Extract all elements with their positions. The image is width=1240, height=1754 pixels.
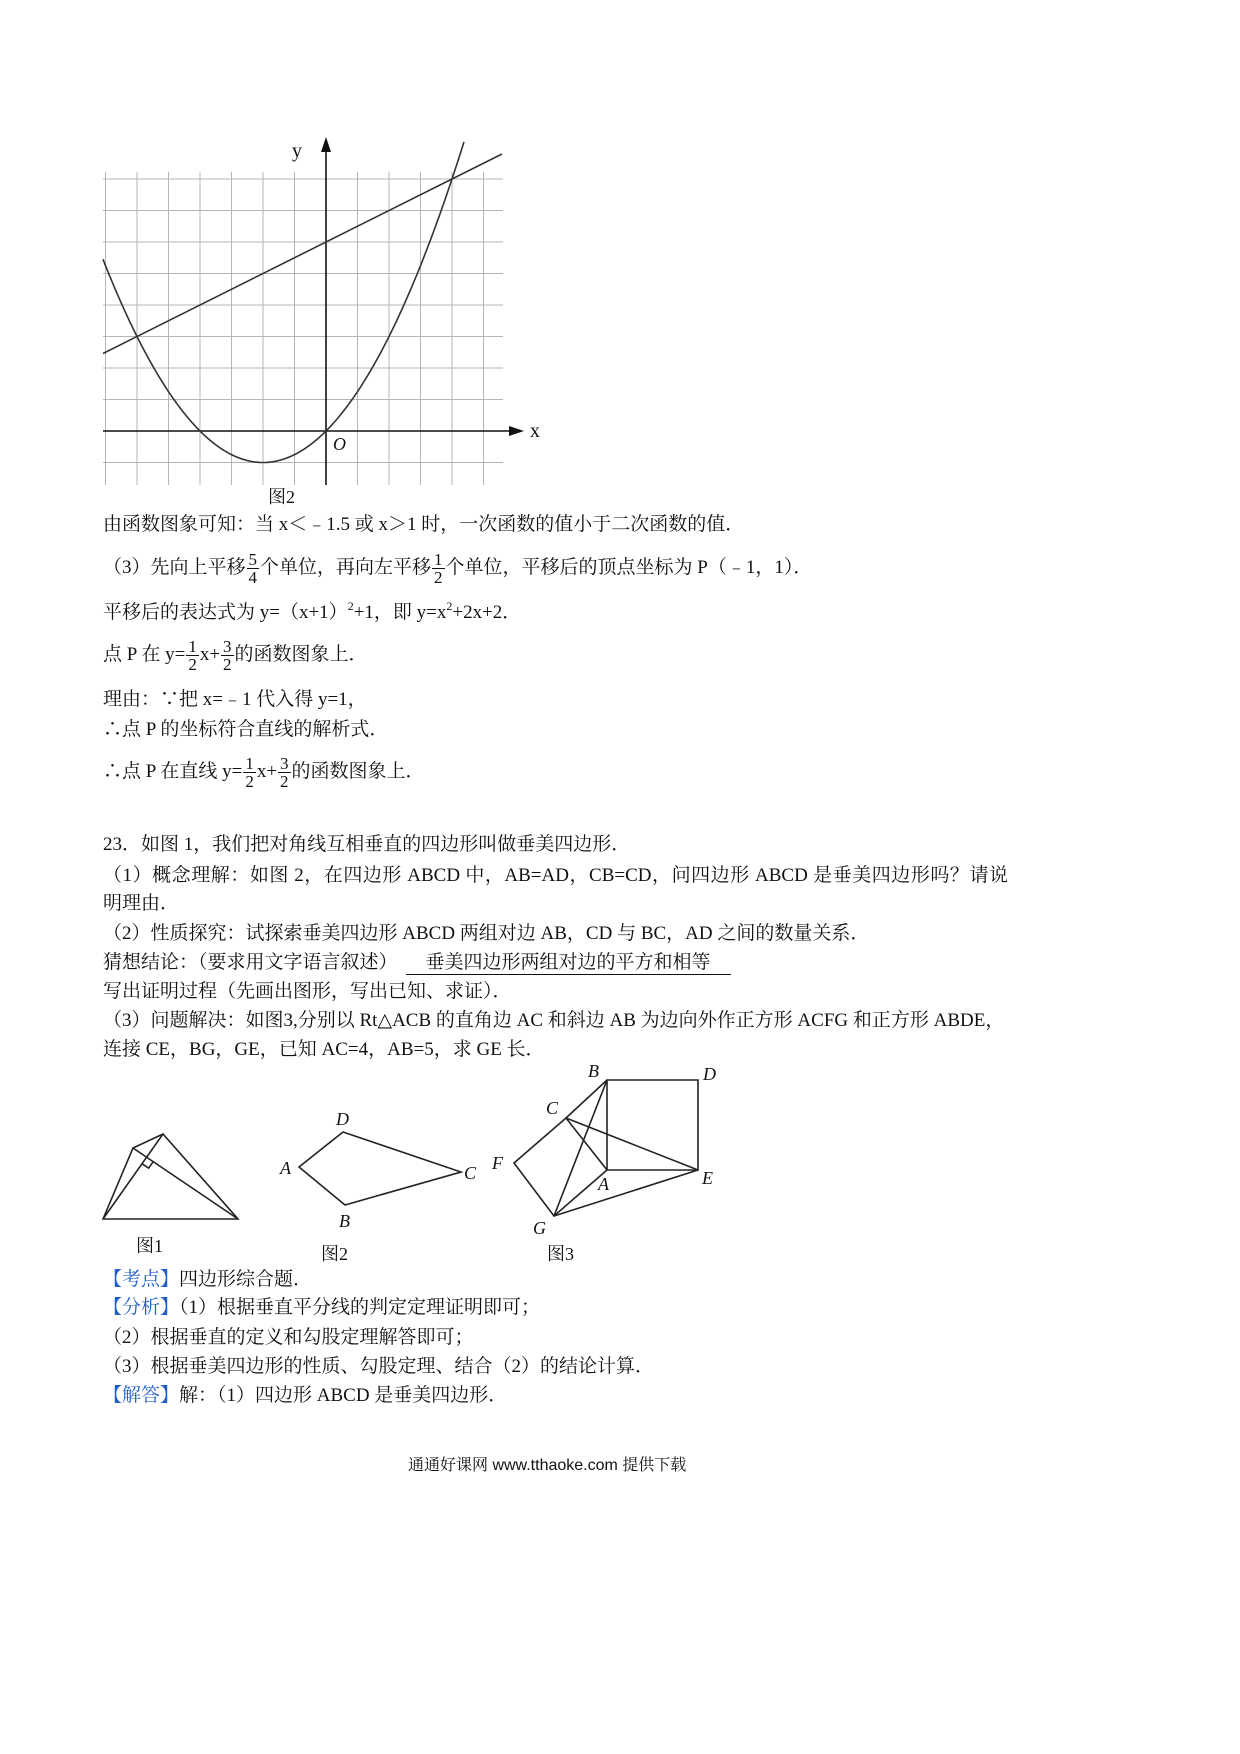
fraction-denominator: 2 <box>434 568 443 588</box>
reason-line-3 <box>103 754 425 790</box>
figure-3-label-d: D <box>703 1064 716 1084</box>
fraction-intercept <box>221 637 234 675</box>
figure-1-caption: 图1 <box>136 1236 163 1256</box>
figure-2-label-d: D <box>336 1109 349 1129</box>
origin-label: O <box>333 434 346 454</box>
shift-text-end: 个单位，平移后的顶点坐标为 P（﹣1，1）． <box>445 557 813 578</box>
key-point-label: 【考点】 <box>103 1269 180 1290</box>
function-graph <box>95 125 555 515</box>
fraction-intercept <box>278 754 291 792</box>
question-23-part3-line1: （3）问题解决：如图3,分别以 Rt△ACB 的直角边 AC 和斜边 AB 为边向外作正方形 ACFG 和正方形 ABDE， <box>103 1010 1005 1031</box>
geometry-figures <box>95 1055 735 1270</box>
figure-2-caption: 图2 <box>321 1244 348 1264</box>
shift-line <box>103 550 812 586</box>
segment-bg <box>554 1080 607 1216</box>
expression-text-middle: +1，即 y=x <box>353 602 447 623</box>
solution-label: 【解答】 <box>103 1385 180 1406</box>
fraction-up-shift <box>247 550 260 588</box>
fraction-denominator: 2 <box>188 655 197 675</box>
exponent: 2 <box>446 599 453 613</box>
point-text-start: 点 P 在 y= <box>103 644 186 665</box>
graph-caption: 图2 <box>268 487 295 507</box>
fraction-denominator: 2 <box>245 772 254 792</box>
point-line <box>103 637 368 673</box>
figure-2-label-b: B <box>339 1211 350 1231</box>
analysis-line-3: （3）根据垂美四边形的性质、勾股定理、结合（2）的结论计算． <box>103 1356 655 1377</box>
figure-1 <box>103 1134 238 1256</box>
x-axis-label: x <box>530 420 540 442</box>
segment-cb <box>566 1080 607 1118</box>
fraction-denominator: 2 <box>280 772 289 792</box>
question-23-part2: （2）性质探究：试探索垂美四边形 ABCD 两组对边 AB，CD 与 BC，AD 之间的数量关系． <box>103 923 870 944</box>
fraction-slope <box>186 637 199 675</box>
question-23-part3-line2: 连接 CE，BG，GE，已知 AC=4，AB=5，求 GE 长． <box>103 1039 545 1060</box>
square-abde <box>607 1080 698 1170</box>
fraction-numerator: 3 <box>280 754 289 774</box>
linear-function-line <box>103 154 502 354</box>
question-23-part1-line2: 明理由． <box>103 893 180 914</box>
reason3-text-end: 的函数图象上． <box>291 761 425 782</box>
fraction-numerator: 1 <box>188 637 197 657</box>
fraction-numerator: 5 <box>248 550 258 570</box>
point-text-end: 的函数图象上． <box>234 644 368 665</box>
x-axis-arrow-icon <box>509 426 524 436</box>
question-23-intro: 23．如图 1，我们把对角线互相垂直的四边形叫做垂美四边形． <box>103 834 631 855</box>
reason-line-2: ∴点 P 的坐标符合直线的解析式． <box>103 719 389 740</box>
fraction-numerator: 1 <box>245 754 254 774</box>
expression-line <box>103 601 521 625</box>
question-23-part1-line1: （1）概念理解：如图 2，在四边形 ABCD 中，AB=AD，CB=CD，问四边形 ABCD 是垂美四边形吗？请说 <box>103 865 1008 886</box>
graph-grid <box>103 172 503 485</box>
conjecture-answer: 垂美四边形两组对边的平方和相等 <box>406 952 731 975</box>
solution-answer-line <box>103 1384 507 1408</box>
exponent: 2 <box>347 599 354 613</box>
reason3-text-middle: x+ <box>256 761 278 782</box>
figure-3 <box>491 1061 716 1264</box>
fraction-left-shift <box>432 550 445 588</box>
key-point-text: 四边形综合题． <box>179 1269 313 1290</box>
conclusion-line: 由函数图象可知：当 x＜﹣1.5 或 x＞1 时，一次函数的值小于二次函数的值． <box>103 514 745 535</box>
y-axis-arrow-icon <box>321 137 331 152</box>
fraction-numerator: 3 <box>223 637 232 657</box>
figure-3-label-b: B <box>588 1061 599 1081</box>
reason3-text-start: ∴点 P 在直线 y= <box>103 761 243 782</box>
fraction-numerator: 1 <box>434 550 443 570</box>
parabola-curve <box>103 142 464 463</box>
figure-2-kite <box>299 1132 461 1205</box>
analysis-line-2: （2）根据垂直的定义和勾股定理解答即可； <box>103 1327 474 1348</box>
analysis-label: 【分析】 <box>103 1297 180 1318</box>
expression-text-start: 平移后的表达式为 y=（x+1） <box>103 602 348 623</box>
fraction-denominator: 2 <box>223 655 232 675</box>
figure-2-label-c: C <box>464 1163 477 1183</box>
shift-text-start: （3）先向上平移 <box>103 557 246 578</box>
fraction-denominator: 4 <box>248 568 258 588</box>
expression-text-end: +2x+2． <box>452 602 522 623</box>
figure-3-label-g: G <box>533 1218 546 1238</box>
solution-text: 解：（1）四边形 ABCD 是垂美四边形． <box>179 1385 508 1406</box>
point-text-middle: x+ <box>199 644 221 665</box>
figure-3-label-c: C <box>546 1098 559 1118</box>
analysis-text: （1）根据垂直平分线的判定定理证明即可； <box>179 1297 541 1318</box>
segment-ge <box>554 1170 698 1216</box>
figure-3-label-a: A <box>598 1174 609 1194</box>
figure-3-label-f: F <box>492 1153 503 1173</box>
page-footer: 通通好课网 www.tthaoke.com 提供下载 <box>408 1457 687 1474</box>
analysis-line-1 <box>103 1296 540 1320</box>
figure-2 <box>279 1109 477 1264</box>
reason-line-1: 理由：∵把 x=﹣1 代入得 y=1， <box>103 689 367 710</box>
figure-3-label-e: E <box>702 1168 713 1188</box>
fraction-slope <box>243 754 256 792</box>
conjecture-line <box>103 951 731 975</box>
conjecture-label: 猜想结论：（要求用文字语言叙述） <box>103 952 398 973</box>
figure-1-diagonal <box>103 1134 163 1219</box>
proof-instruction: 写出证明过程（先画出图形，写出已知、求证）． <box>103 981 512 1002</box>
figure-2-label-a: A <box>280 1158 291 1178</box>
y-axis-label: y <box>292 140 302 162</box>
shift-text-middle: 个单位，再向左平移 <box>260 557 432 578</box>
key-point-line <box>103 1268 312 1292</box>
figure-3-caption: 图3 <box>547 1244 574 1264</box>
